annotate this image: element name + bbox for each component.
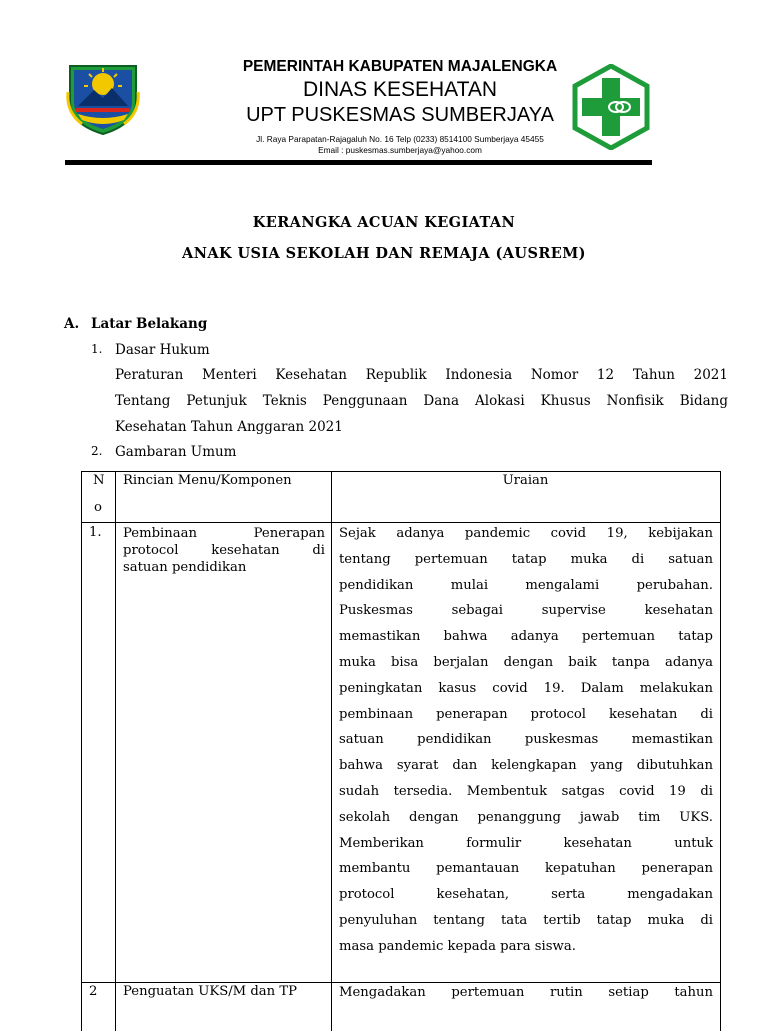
description-line: muka bisa berjalan dengan baik tanpa adanya [339,654,713,670]
letterhead-government: PEMERINTAH KABUPATEN MAJALENGKA [242,58,558,75]
majalengka-emblem-logo [64,62,142,136]
table-border [331,471,332,1031]
table-border [81,471,721,472]
letterhead-divider [65,160,652,165]
letterhead-agency: DINAS KESEHATAN [302,78,498,101]
document-title: KERANGKA ACUAN KEGIATAN [252,214,516,231]
description-line: bahwa syarat dan kelengkapan yang dibutuhkan [339,758,713,774]
description-line: Puskesmas sebagai supervise kesehatan [339,603,713,619]
description-line: pembinaan penerapan protocol kesehatan di [339,706,713,722]
letterhead-email: Email : puskesmas.sumberjaya@yahoo.com [318,145,482,155]
section-marker: A. [64,316,80,332]
description-line: masa pandemic kepada para siswa. [339,938,576,954]
table-row-component: Penguatan UKS/M dan TP [123,984,298,999]
table-border [720,471,721,1031]
description-line: peningkatan kasus covid 19. Dalam melakukan [339,680,713,696]
item-number: 2. [91,444,103,458]
description-line: memastikan bahwa adanya pertemuan tatap [339,629,713,645]
table-border [115,471,116,1031]
description-line: sekolah dengan penanggung jawab tim UKS. [339,809,713,825]
letterhead-unit: UPT PUSKESMAS SUMBERJAYA [246,104,554,126]
description-line: Mengadakan pertemuan rutin setiap tahun [339,985,713,1000]
table-border [81,471,82,1031]
legal-basis-line: Kesehatan Tahun Anggaran 2021 [115,419,343,435]
table-row-component [123,525,325,576]
header-no: o [94,500,102,515]
description-line: Sejak adanya pandemic covid 19, kebijakan [339,526,713,541]
letterhead-address: Jl. Raya Parapatan-Rajagaluh No. 16 Telp (0233) 8514100 Sumberjaya 45455 [256,134,544,144]
legal-basis-line: Tentang Petunjuk Teknis Penggunaan Dana Alokasi Khusus Nonfisik Bidang [115,393,728,409]
table-row-number: 2 [89,984,98,999]
description-line: penyuluhan tentang tata tertib tatap muka di [339,912,713,928]
component-line: protocol kesehatan di [123,543,325,558]
item-label: Dasar Hukum [115,342,210,358]
table-row-description [339,980,713,1006]
overview-table [81,471,721,1031]
table-row-number: 1. [89,525,102,540]
description-line: tentang pertemuan tatap muka di satuan [339,551,713,567]
description-line: protocol kesehatan, serta mengadakan [339,887,713,903]
header-description: Uraian [502,473,549,488]
document-subtitle: ANAK USIA SEKOLAH DAN REMAJA (AUSREM) [182,245,586,262]
table-row-description [339,521,713,960]
description-line: sudah tersedia. Membentuk satgas covid 19 di [339,783,713,799]
section-heading: Latar Belakang [91,316,208,332]
description-line: pendidikan mulai mengalami perubahan. [339,577,713,593]
legal-basis-line: Peraturan Menteri Kesehatan Republik Indonesia Nomor 12 Tahun 2021 [115,367,728,383]
description-line: membantu pemantauan kepatuhan penerapan [339,861,713,877]
header-component: Rincian Menu/Komponen [123,473,292,488]
header-no: N [93,473,105,488]
description-line: Memberikan formulir kesehatan untuk [339,835,713,851]
description-line: satuan pendidikan puskesmas memastikan [339,732,713,748]
item-number: 1. [91,342,103,356]
component-line: Pembinaan Penerapan [123,526,325,541]
item-label: Gambaran Umum [115,444,237,460]
component-line: satuan pendidikan [123,560,247,575]
